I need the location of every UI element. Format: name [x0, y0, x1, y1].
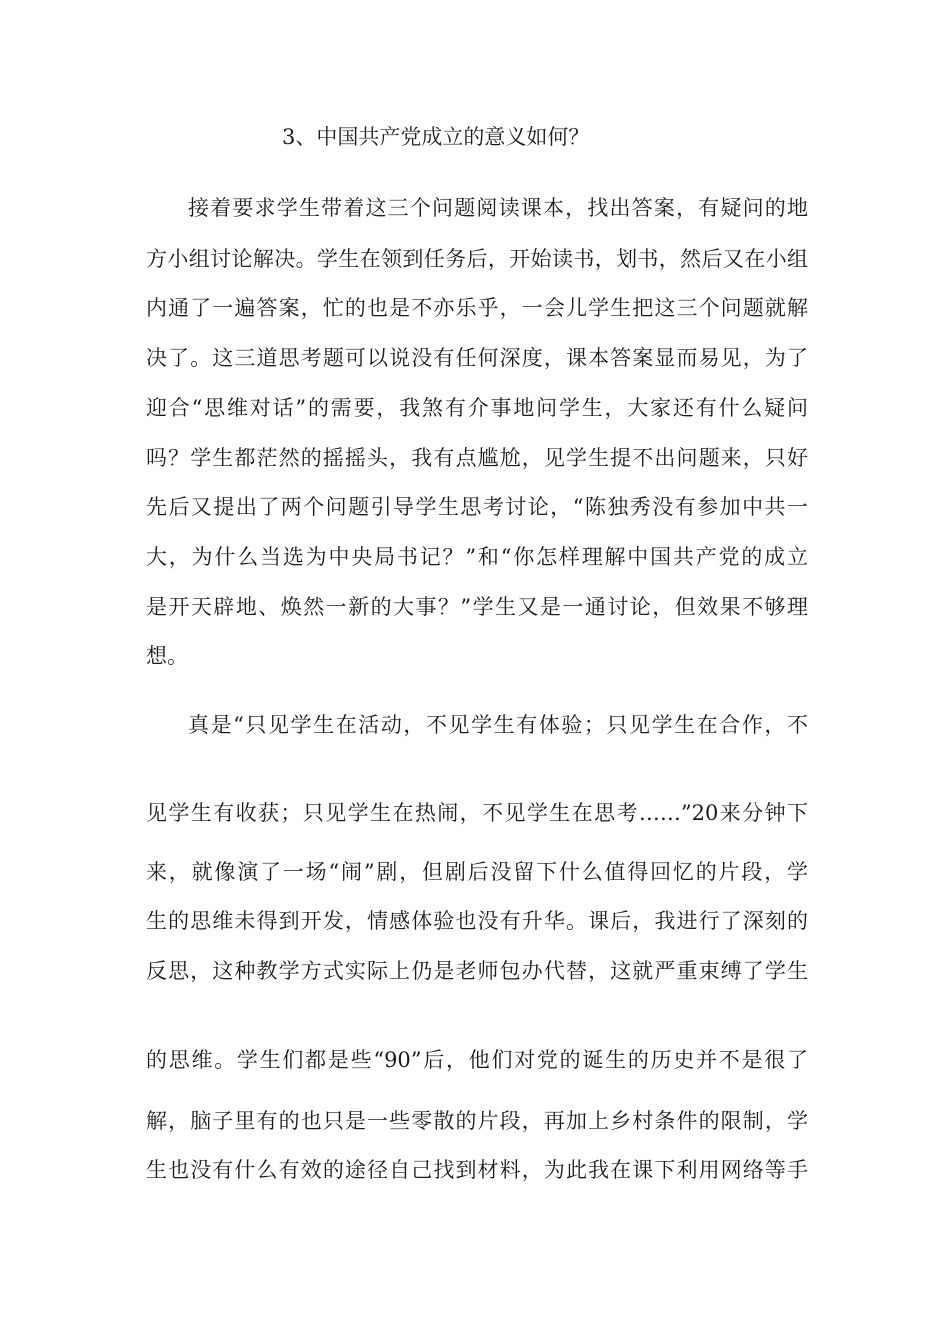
paragraph2-line-5: 反思，这种教学方式实际上仍是老师包办代替，这就严重束缚了学生 — [146, 959, 808, 983]
paragraph2-line-4: 生的思维未得到开发，情感体验也没有升华。课后，我进行了深刻的 — [146, 909, 808, 933]
paragraph2-line-1: 真是“只见学生在活动，不见学生有体验；只见学生在合作，不 — [188, 713, 808, 737]
paragraph1-line-4: 决了。这三道思考题可以说没有任何深度，课本答案显而易见，为了 — [146, 346, 808, 370]
paragraph2-line-7: 解，脑子里有的也只是一些零散的片段，再加上乡村条件的限制，学 — [146, 1109, 808, 1133]
paragraph1-line-9: 是开天辟地、焕然一新的大事？”学生又是一通讨论，但效果不够理 — [146, 595, 808, 619]
paragraph1-line-2: 方小组讨论解决。学生在领到任务后，开始读书，划书，然后又在小组 — [146, 247, 808, 271]
paragraph1-line-3: 内通了一遍答案，忙的也是不亦乐乎，一会儿学生把这三个问题就解 — [146, 296, 808, 320]
paragraph1-line-7: 先后又提出了两个问题引导学生思考讨论，“陈独秀没有参加中共一 — [146, 495, 808, 519]
paragraph1-line-5: 迎合“思维对话”的需要，我煞有介事地问学生，大家还有什么疑问 — [146, 396, 808, 420]
paragraph2-line-6: 的思维。学生们都是些“90”后，他们对党的诞生的历史并不是很了 — [146, 1048, 808, 1072]
paragraph1-line-10: 想。 — [146, 644, 188, 668]
paragraph1-line-8: 大，为什么当选为中央局书记？”和“你怎样理解中国共产党的成立 — [146, 545, 808, 569]
paragraph2-line-3: 来，就像演了一场“闹”剧，但剧后没留下什么值得回忆的片段，学 — [146, 860, 808, 884]
paragraph1-line-1: 接着要求学生带着这三个问题阅读课本，找出答案，有疑问的地 — [188, 196, 808, 220]
paragraph2-line-8: 生也没有什么有效的途径自己找到材料，为此我在课下利用网络等手 — [146, 1158, 808, 1182]
paragraph2-line-2: 见学生有收获；只见学生在热闹，不见学生在思考……”20来分钟下 — [146, 801, 808, 825]
question-heading: 3、中国共产党成立的意义如何？ — [282, 125, 590, 149]
paragraph1-line-6: 吗？学生都茫然的摇摇头，我有点尴尬，见学生提不出问题来，只好 — [146, 446, 808, 470]
